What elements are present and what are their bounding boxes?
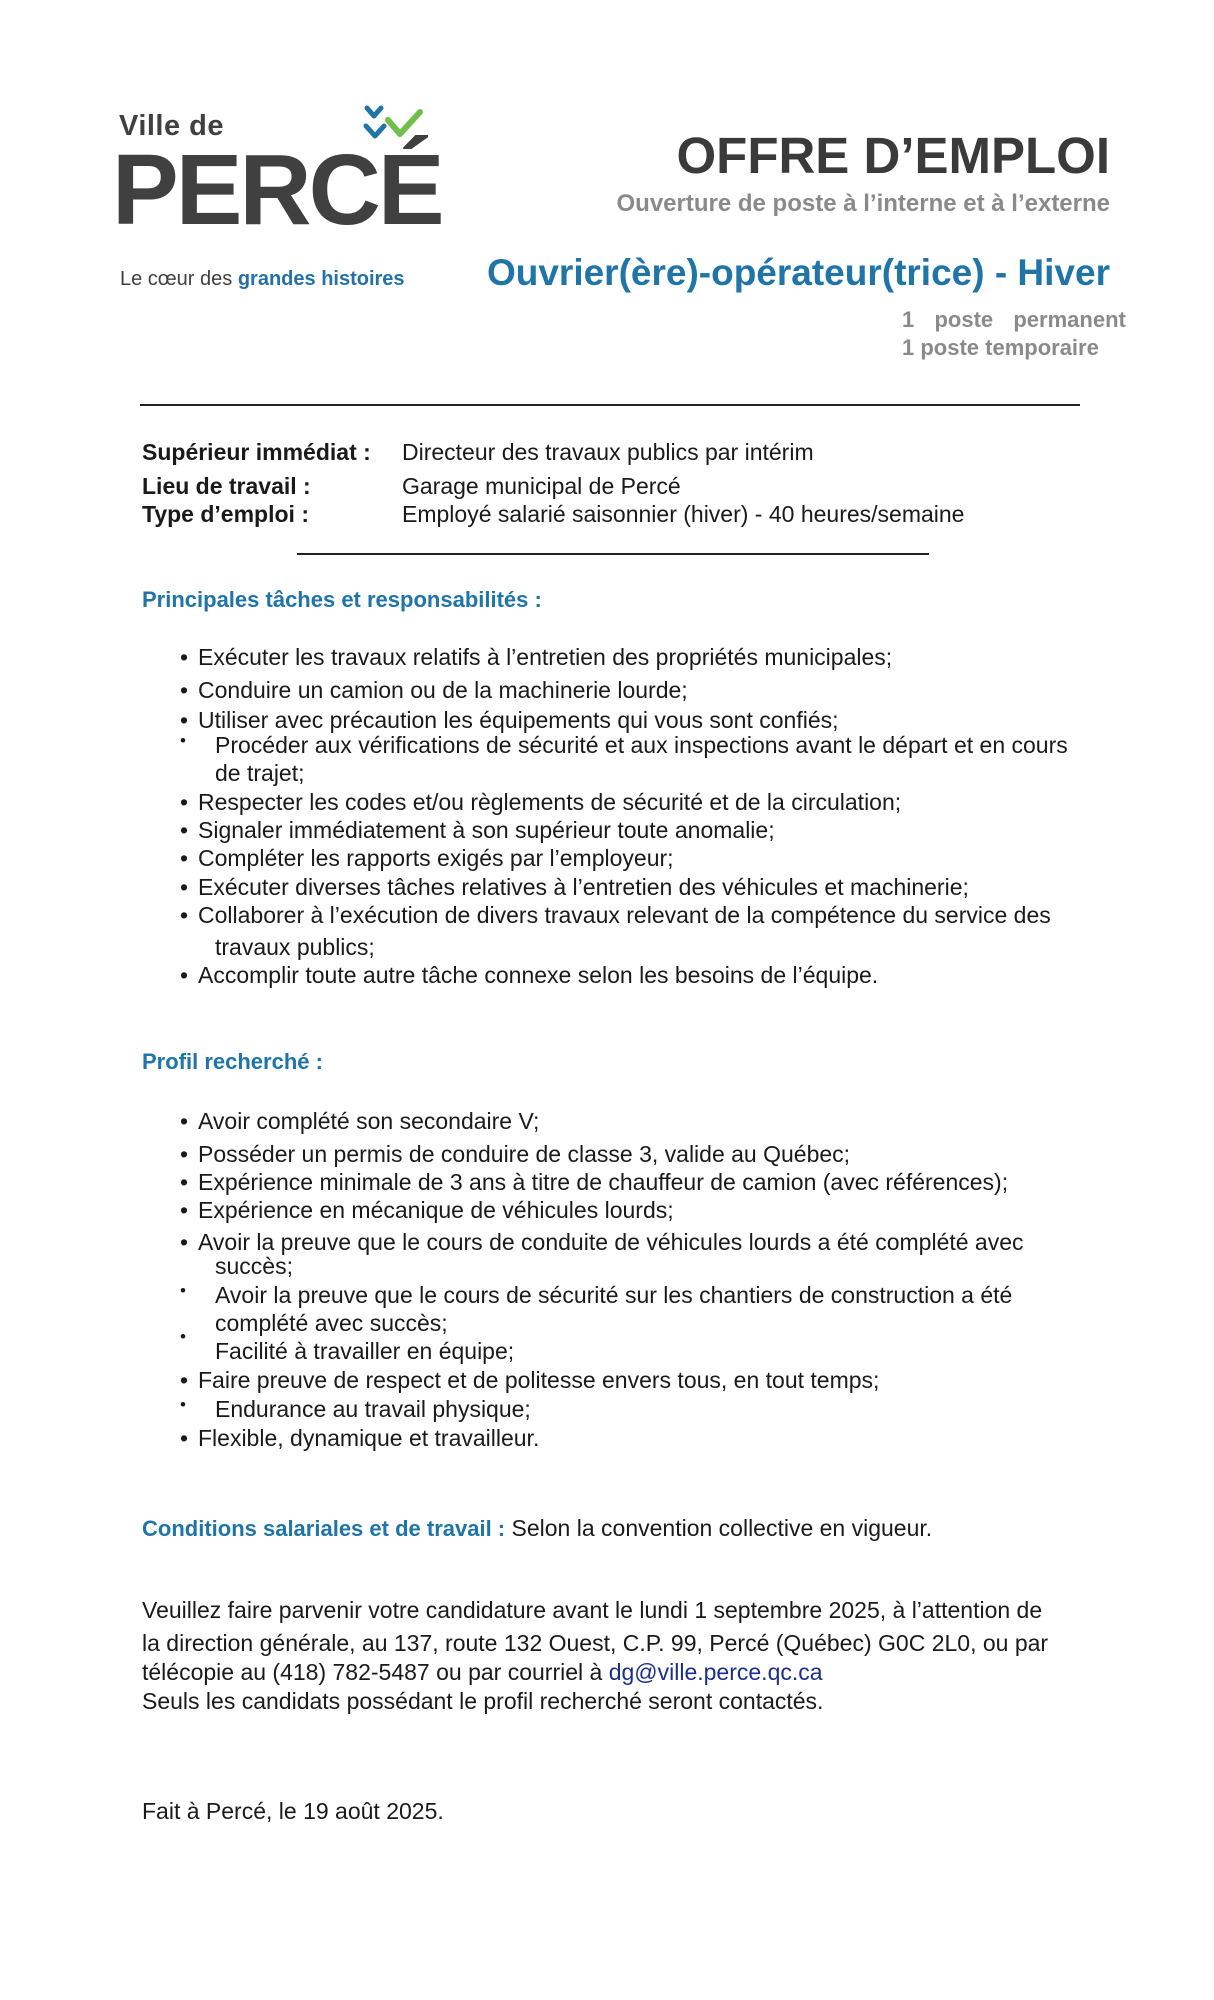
divider — [140, 404, 1080, 406]
list-item: • Avoir la preuve que le cours de sécurité sur les chantiers de construction a été complété avec succès; — [180, 1281, 1013, 1336]
conditions-text: Selon la convention collective en vigueur. — [505, 1515, 933, 1541]
list-item: • Avoir la preuve que le cours de conduite de véhicules lourds a été complété avec succès; — [180, 1229, 1024, 1279]
logo-tagline-bold: grandes histoires — [237, 268, 405, 290]
list-item: • Expérience en mécanique de véhicules lourds; — [180, 1197, 674, 1223]
page-title: OFFRE D’EMPLOI — [676, 127, 1110, 184]
list-item: • Endurance au travail physique; — [180, 1395, 531, 1422]
logo-tagline — [120, 268, 405, 291]
info-label-type: Type d’emploi : — [142, 501, 309, 527]
list-item: • Compléter les rapports exigés par l’employeur; — [180, 845, 674, 871]
list-item: • Flexible, dynamique et travailleur. — [180, 1425, 540, 1451]
conditions-label: Conditions salariales et de travail : — [142, 1516, 506, 1541]
logo-perce: PERCÉ — [112, 134, 442, 246]
list-item: • Posséder un permis de conduire de classe 3, valide au Québec; — [180, 1141, 851, 1167]
list-item: • Signaler immédiatement à son supérieur toute anomalie; — [180, 817, 775, 843]
page-subtitle: Ouverture de poste à l’interne et à l’externe — [616, 190, 1110, 217]
email-link[interactable]: dg@ville.perce.qc.ca — [608, 1659, 823, 1685]
info-value-type: Employé salarié saisonnier (hiver) - 40 heures/semaine — [402, 501, 965, 527]
info-label-location: Lieu de travail : — [142, 473, 311, 499]
info-label-supervisor: Supérieur immédiat : — [142, 439, 371, 465]
list-item: • Conduire un camion ou de la machinerie lourde; — [180, 677, 688, 703]
section-title-profile: Profil recherché : — [142, 1049, 323, 1074]
logo-check-icon — [362, 104, 426, 150]
application-line-2: la direction générale, au 137, route 132 Ouest, C.P. 99, Percé (Québec) G0C 2L0, ou par — [142, 1630, 1049, 1656]
list-item: • Avoir complété son secondaire V; — [180, 1108, 540, 1134]
list-item: • Exécuter les travaux relatifs à l’entretien des propriétés municipales; — [180, 644, 893, 670]
application-line-1: Veuillez faire parvenir votre candidature avant le lundi 1 septembre 2025, à l’attention de — [142, 1597, 1043, 1623]
section-title-tasks: Principales tâches et responsabilités : — [142, 587, 542, 612]
list-item: • Procéder aux vérifications de sécurité et aux inspections avant le départ et en cours de trajet; — [180, 731, 1068, 786]
logo-ville-de: Ville de — [119, 110, 225, 142]
list-item: • Expérience minimale de 3 ans à titre de chauffeur de camion (avec références); — [180, 1169, 1009, 1195]
logo-tagline-prefix: Le cœur des — [120, 268, 233, 290]
list-item: • Respecter les codes et/ou règlements de sécurité et de la circulation; — [180, 789, 902, 815]
info-value-supervisor: Directeur des travaux publics par intérim — [402, 439, 814, 465]
closing-date: Fait à Percé, le 19 août 2025. — [142, 1798, 444, 1824]
list-item: • Faire preuve de respect et de politesse envers tous, en tout temps; — [180, 1367, 880, 1393]
list-item: • Exécuter diverses tâches relatives à l’entretien des véhicules et machinerie; — [180, 874, 969, 900]
application-line-4: Seuls les candidats possédant le profil recherché seront contactés. — [142, 1688, 824, 1714]
positions-permanent: 1 poste permanent — [902, 307, 1126, 332]
list-item: • Accomplir toute autre tâche connexe selon les besoins de l’équipe. — [180, 962, 879, 988]
job-title: Ouvrier(ère)-opérateur(trice) - Hiver — [486, 252, 1110, 293]
list-item: • Utiliser avec précaution les équipements qui vous sont confiés; — [180, 707, 839, 733]
list-item: • Collaborer à l’exécution de divers travaux relevant de la compétence du service des — [180, 902, 1051, 928]
application-instructions — [142, 1596, 1102, 1716]
list-item-continuation: travaux publics; — [215, 934, 375, 960]
list-item: • Facilité à travailler en équipe; — [180, 1327, 515, 1364]
application-line-3: télécopie au (418) 782-5487 ou par courriel à dg@ville.perce.qc.ca — [142, 1659, 823, 1685]
conditions — [142, 1515, 932, 1542]
positions-temporary: 1 poste temporaire — [902, 335, 1099, 360]
info-value-location: Garage municipal de Percé — [402, 473, 681, 499]
divider — [297, 553, 929, 555]
